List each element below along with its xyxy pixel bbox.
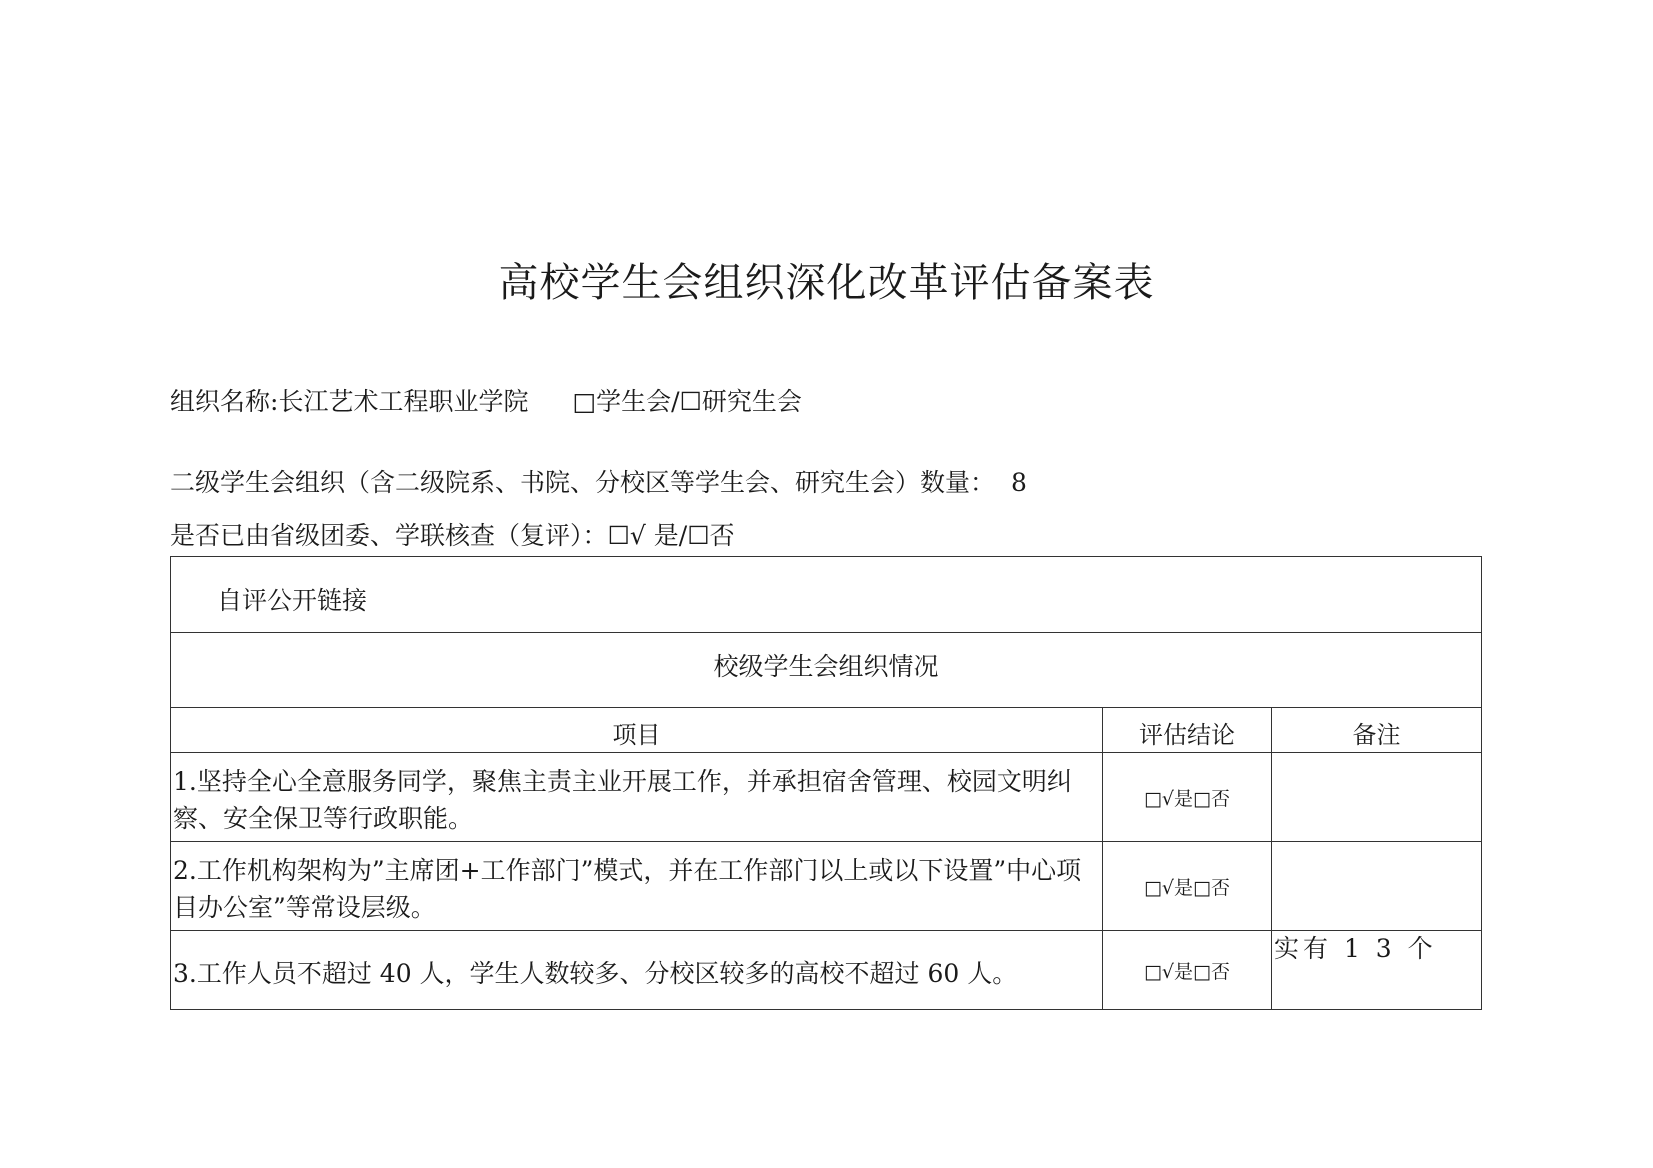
organization-type-options: □学生会/☐研究生会 <box>572 387 802 416</box>
review-value: ☐√ 是/☐否 <box>607 521 735 550</box>
header-result: 评估结论 <box>1103 708 1272 753</box>
review-label: 是否已由省级团委、学联核查（复评）： <box>170 521 608 550</box>
organization-name: 长江艺术工程职业学院 <box>278 387 529 416</box>
header-item: 项目 <box>171 708 1103 753</box>
row-note <box>1272 842 1482 931</box>
table-row <box>171 753 1482 842</box>
row-item-text: 2.工作机构架构为”主席团+工作部门”模式，并在工作部门以上或以下设置”中心项目办公室”等常设层级。 <box>173 856 1082 922</box>
section-title-row <box>171 633 1482 708</box>
organization-line <box>170 386 802 418</box>
table-row <box>171 842 1482 931</box>
self-eval-link-cell <box>171 557 1482 633</box>
row-item-cell <box>171 931 1103 1010</box>
row-item-text: 3.工作人员不超过 40 人，学生人数较多、分校区较多的高校不超过 60 人。 <box>173 959 1018 988</box>
evaluation-table <box>170 556 1482 1010</box>
self-eval-link-label: 自评公开链接 <box>217 586 368 615</box>
row-result: □√是□否 <box>1103 842 1272 931</box>
document-title: 高校学生会组织深化改革评估备案表 <box>498 260 1155 306</box>
table-header-row <box>171 708 1482 753</box>
table-row <box>171 931 1482 1010</box>
self-eval-link-row <box>171 557 1482 633</box>
header-note: 备注 <box>1272 708 1482 753</box>
row-item-text: 1.坚持全心全意服务同学，聚焦主责主业开展工作，并承担宿舍管理、校园文明纠察、安全保卫等行政职能。 <box>173 767 1072 833</box>
secondary-count-value: 8 <box>1011 468 1027 497</box>
row-result: □√是□否 <box>1103 931 1272 1010</box>
row-item-cell <box>171 842 1103 931</box>
organization-label: 组织名称: <box>170 387 279 416</box>
secondary-count-label: 二级学生会组织（含二级院系、书院、分校区等学生会、研究生会）数量： <box>170 468 996 497</box>
secondary-count-line <box>170 467 1027 499</box>
section-title-cell <box>171 633 1482 708</box>
section-title: 校级学生会组织情况 <box>713 652 939 681</box>
row-note-cell <box>1272 931 1482 1010</box>
row-result: □√是□否 <box>1103 753 1272 842</box>
review-line <box>170 520 735 552</box>
row-note: 实有 1 3 个 <box>1274 934 1437 963</box>
row-note <box>1272 753 1482 842</box>
row-item-cell <box>171 753 1103 842</box>
